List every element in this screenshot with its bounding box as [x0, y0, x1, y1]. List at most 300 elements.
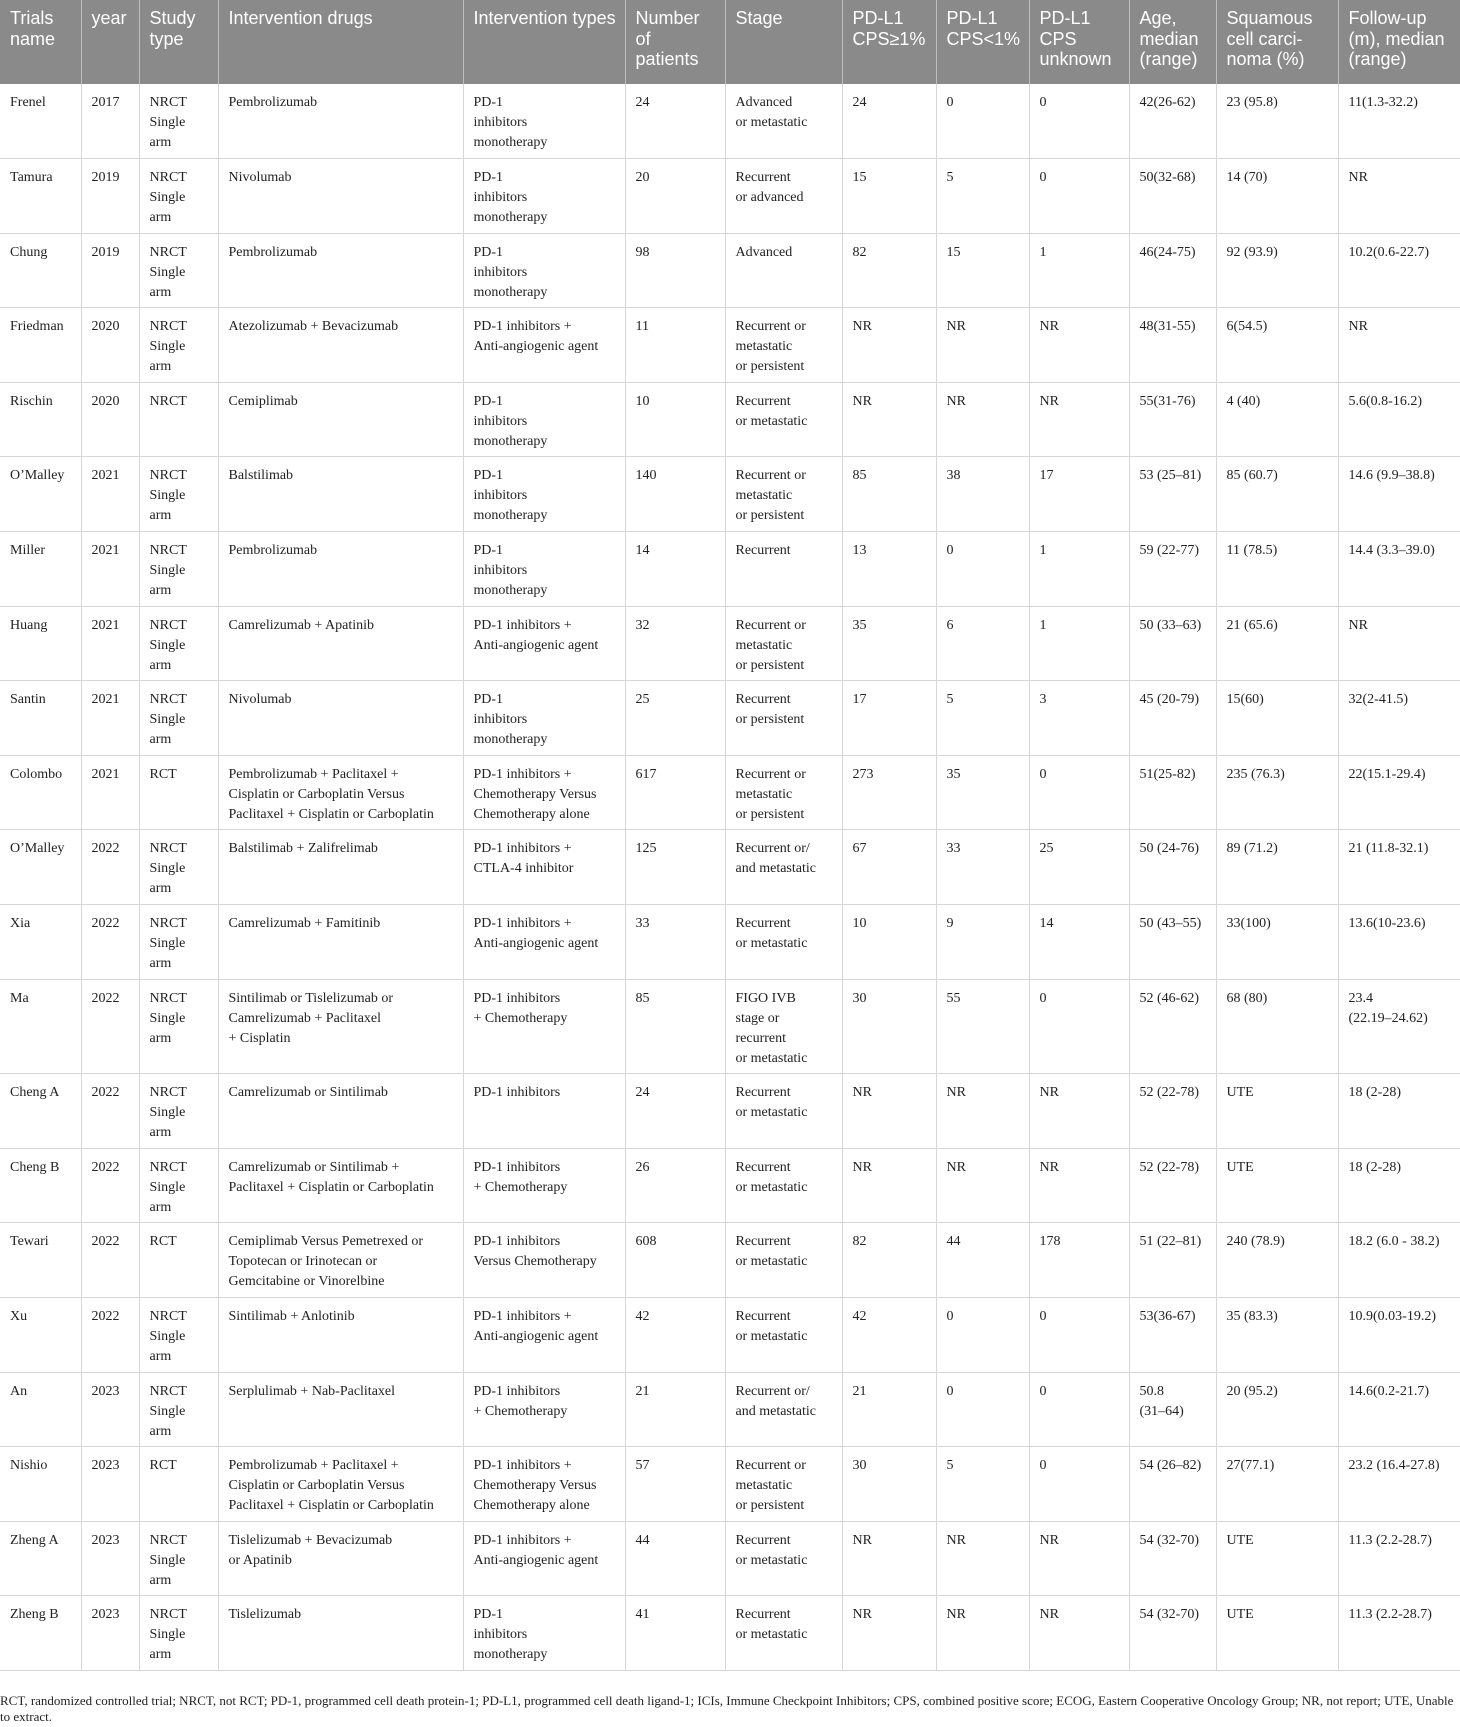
- table-cell: 10: [625, 382, 725, 457]
- table-cell: 14 (70): [1216, 159, 1338, 234]
- table-row: [0, 681, 1460, 756]
- col-squamous: Squamous cell carci-noma (%): [1216, 0, 1338, 84]
- table-cell: 54 (32-70): [1129, 1596, 1216, 1671]
- col-follow-up: Follow-up (m), median (range): [1338, 0, 1460, 84]
- table-cell: 2021: [81, 457, 139, 532]
- table-cell: 617: [625, 755, 725, 830]
- table-cell: 14.6(0.2-21.7): [1338, 1372, 1460, 1447]
- table-cell: Recurrent or metastatic: [725, 1521, 842, 1596]
- table-cell: NRCT Single arm: [139, 159, 218, 234]
- table-cell: 15: [842, 159, 936, 234]
- table-cell: NR: [936, 1074, 1029, 1149]
- table-cell: 11 (78.5): [1216, 532, 1338, 607]
- table-cell: 24: [842, 84, 936, 159]
- table-cell: 1: [1029, 532, 1129, 607]
- table-cell: 2017: [81, 84, 139, 159]
- table-row: [0, 606, 1460, 681]
- table-cell: NR: [1029, 1521, 1129, 1596]
- table-cell: PD-1 inhibitors monotherapy: [463, 233, 625, 308]
- table-cell: Camrelizumab + Apatinib: [218, 606, 463, 681]
- table-cell: 54 (32-70): [1129, 1521, 1216, 1596]
- table-cell: NRCT Single arm: [139, 1521, 218, 1596]
- table-cell: Camrelizumab or Sintilimab + Paclitaxel + Cisplatin or Carboplatin: [218, 1148, 463, 1223]
- table-cell: Frenel: [0, 84, 81, 159]
- table-cell: 55: [936, 979, 1029, 1074]
- table-cell: Atezolizumab + Bevacizumab: [218, 308, 463, 383]
- table-cell: PD-1 inhibitors monotherapy: [463, 457, 625, 532]
- table-cell: Recurrent or metastatic or persistent: [725, 1447, 842, 1522]
- table-cell: 27(77.1): [1216, 1447, 1338, 1522]
- table-cell: 50 (33–63): [1129, 606, 1216, 681]
- table-cell: Rischin: [0, 382, 81, 457]
- table-cell: Camrelizumab or Sintilimab: [218, 1074, 463, 1149]
- table-cell: PD-1 inhibitors + Chemotherapy Versus Chemotherapy alone: [463, 755, 625, 830]
- table-cell: 35: [936, 755, 1029, 830]
- table-cell: PD-1 inhibitors + Chemotherapy: [463, 1372, 625, 1447]
- table-cell: 21: [625, 1372, 725, 1447]
- table-cell: Recurrent or metastatic or persistent: [725, 755, 842, 830]
- table-row: [0, 830, 1460, 905]
- table-cell: NR: [1029, 1148, 1129, 1223]
- table-cell: 35 (83.3): [1216, 1298, 1338, 1373]
- table-cell: 2021: [81, 606, 139, 681]
- table-cell: NRCT Single arm: [139, 1074, 218, 1149]
- table-cell: 10.2(0.6-22.7): [1338, 233, 1460, 308]
- table-cell: NR: [842, 1521, 936, 1596]
- table-row: [0, 1596, 1460, 1671]
- table-cell: 0: [1029, 159, 1129, 234]
- table-cell: 38: [936, 457, 1029, 532]
- table-cell: 30: [842, 1447, 936, 1522]
- table-cell: Tislelizumab: [218, 1596, 463, 1671]
- table-cell: 2022: [81, 1148, 139, 1223]
- table-cell: PD-1 inhibitors: [463, 1074, 625, 1149]
- table-cell: NR: [842, 1074, 936, 1149]
- table-cell: 26: [625, 1148, 725, 1223]
- table-cell: PD-1 inhibitors + Chemotherapy: [463, 1148, 625, 1223]
- table-cell: 22(15.1-29.4): [1338, 755, 1460, 830]
- col-pdl1-cps-lt1: PD-L1 CPS<1%: [936, 0, 1029, 84]
- table-row: [0, 1223, 1460, 1298]
- table-cell: 51(25-82): [1129, 755, 1216, 830]
- table-cell: NR: [1338, 308, 1460, 383]
- table-cell: Cemiplimab: [218, 382, 463, 457]
- table-cell: 51 (22–81): [1129, 1223, 1216, 1298]
- table-cell: 0: [936, 1298, 1029, 1373]
- table-cell: 14: [1029, 905, 1129, 980]
- table-cell: 178: [1029, 1223, 1129, 1298]
- table-cell: Pembrolizumab: [218, 84, 463, 159]
- table-cell: 0: [1029, 1298, 1129, 1373]
- table-cell: 85: [625, 979, 725, 1074]
- table-row: [0, 532, 1460, 607]
- table-cell: FIGO IVB stage or recurrent or metastatic: [725, 979, 842, 1074]
- table-cell: 2021: [81, 532, 139, 607]
- table-row: [0, 1372, 1460, 1447]
- table-row: [0, 457, 1460, 532]
- table-cell: 57: [625, 1447, 725, 1522]
- table-cell: PD-1 inhibitors + Anti-angiogenic agent: [463, 1298, 625, 1373]
- table-cell: Tewari: [0, 1223, 81, 1298]
- table-cell: Miller: [0, 532, 81, 607]
- table-cell: 41: [625, 1596, 725, 1671]
- table-cell: 32: [625, 606, 725, 681]
- table-cell: 53 (25–81): [1129, 457, 1216, 532]
- table-cell: Recurrent or metastatic or persistent: [725, 457, 842, 532]
- table-cell: 45 (20-79): [1129, 681, 1216, 756]
- table-cell: PD-1 inhibitors monotherapy: [463, 681, 625, 756]
- table-cell: 14: [625, 532, 725, 607]
- table-cell: 3: [1029, 681, 1129, 756]
- table-cell: 68 (80): [1216, 979, 1338, 1074]
- table-cell: Recurrent: [725, 532, 842, 607]
- table-cell: Recurrent or metastatic: [725, 1298, 842, 1373]
- table-cell: NR: [842, 1148, 936, 1223]
- table-cell: O’Malley: [0, 830, 81, 905]
- table-cell: 0: [1029, 1372, 1129, 1447]
- table-cell: NRCT Single arm: [139, 532, 218, 607]
- table-cell: Balstilimab: [218, 457, 463, 532]
- table-cell: 2022: [81, 1298, 139, 1373]
- col-intervention-types: Intervention types: [463, 0, 625, 84]
- table-cell: 35: [842, 606, 936, 681]
- table-cell: UTE: [1216, 1074, 1338, 1149]
- table-cell: NRCT Single arm: [139, 830, 218, 905]
- table-cell: NR: [842, 1596, 936, 1671]
- table-cell: 89 (71.2): [1216, 830, 1338, 905]
- table-row: [0, 84, 1460, 159]
- table-cell: 608: [625, 1223, 725, 1298]
- table-cell: 2021: [81, 755, 139, 830]
- table-cell: Recurrent or metastatic: [725, 905, 842, 980]
- table-cell: 67: [842, 830, 936, 905]
- col-trials-name: Trials name: [0, 0, 81, 84]
- table-cell: 0: [1029, 979, 1129, 1074]
- table-cell: Pembrolizumab + Paclitaxel + Cisplatin or Carboplatin Versus Paclitaxel + Cisplatin or Carboplatin: [218, 1447, 463, 1522]
- table-cell: 46(24-75): [1129, 233, 1216, 308]
- col-stage: Stage: [725, 0, 842, 84]
- table-cell: 1: [1029, 233, 1129, 308]
- table-cell: NRCT Single arm: [139, 905, 218, 980]
- table-cell: PD-1 inhibitors Versus Chemotherapy: [463, 1223, 625, 1298]
- table-cell: Cheng A: [0, 1074, 81, 1149]
- col-study-type: Study type: [139, 0, 218, 84]
- table-footnote: RCT, randomized controlled trial; NRCT, not RCT; PD-1, programmed cell death protein-1; PD-L1, programmed cell death ligand-1; ICIs, Immune Checkpoint Inhibitors; CPS, combined positive score; ECOG, Eastern Cooperative Oncology Group; NR, not report; UTE, Unable to extract.: [0, 1693, 1454, 1724]
- table-cell: NR: [936, 382, 1029, 457]
- table-cell: Pembrolizumab + Paclitaxel + Cisplatin or Carboplatin Versus Paclitaxel + Cisplatin or Carboplatin: [218, 755, 463, 830]
- table-cell: PD-1 inhibitors + Anti-angiogenic agent: [463, 308, 625, 383]
- table-cell: PD-1 inhibitors + Anti-angiogenic agent: [463, 606, 625, 681]
- table-cell: 18.2 (6.0 - 38.2): [1338, 1223, 1460, 1298]
- table-cell: 25: [1029, 830, 1129, 905]
- table-cell: NRCT Single arm: [139, 1148, 218, 1223]
- table-cell: NRCT Single arm: [139, 457, 218, 532]
- table-cell: 2020: [81, 382, 139, 457]
- table-cell: Advanced or metastatic: [725, 84, 842, 159]
- table-cell: 0: [936, 532, 1029, 607]
- table-cell: PD-1 inhibitors monotherapy: [463, 159, 625, 234]
- table-cell: 273: [842, 755, 936, 830]
- table-cell: RCT: [139, 1447, 218, 1522]
- table-cell: 2019: [81, 233, 139, 308]
- table-cell: 2023: [81, 1372, 139, 1447]
- table-cell: Xia: [0, 905, 81, 980]
- table-cell: NR: [1029, 382, 1129, 457]
- table-cell: 0: [936, 84, 1029, 159]
- table-cell: 50(32-68): [1129, 159, 1216, 234]
- table-cell: Tamura: [0, 159, 81, 234]
- table-cell: 2020: [81, 308, 139, 383]
- table-cell: PD-1 inhibitors + Chemotherapy Versus Chemotherapy alone: [463, 1447, 625, 1522]
- header-row: [0, 0, 1460, 84]
- table-cell: 2022: [81, 1074, 139, 1149]
- table-cell: RCT: [139, 1223, 218, 1298]
- table-cell: Nishio: [0, 1447, 81, 1522]
- table-cell: NRCT Single arm: [139, 1372, 218, 1447]
- table-cell: Recurrent or metastatic: [725, 1148, 842, 1223]
- table-cell: 14.4 (3.3–39.0): [1338, 532, 1460, 607]
- table-cell: Zheng B: [0, 1596, 81, 1671]
- table-cell: 2022: [81, 905, 139, 980]
- table-cell: 82: [842, 1223, 936, 1298]
- table-body: [0, 84, 1460, 1670]
- table-cell: 53(36-67): [1129, 1298, 1216, 1373]
- table-cell: NRCT Single arm: [139, 1596, 218, 1671]
- table-cell: NR: [936, 308, 1029, 383]
- table-cell: NR: [936, 1148, 1029, 1223]
- table-cell: PD-1 inhibitors + Anti-angiogenic agent: [463, 1521, 625, 1596]
- table-cell: 17: [1029, 457, 1129, 532]
- table-cell: 48(31-55): [1129, 308, 1216, 383]
- table-cell: 85 (60.7): [1216, 457, 1338, 532]
- table-cell: NRCT: [139, 382, 218, 457]
- table-cell: PD-1 inhibitors + CTLA-4 inhibitor: [463, 830, 625, 905]
- table-cell: Recurrent or metastatic or persistent: [725, 308, 842, 383]
- table-cell: NR: [936, 1521, 1029, 1596]
- table-cell: NR: [936, 1596, 1029, 1671]
- table-cell: 44: [936, 1223, 1029, 1298]
- table-cell: NR: [1029, 1074, 1129, 1149]
- table-cell: 0: [936, 1372, 1029, 1447]
- table-cell: UTE: [1216, 1521, 1338, 1596]
- table-cell: Balstilimab + Zalifrelimab: [218, 830, 463, 905]
- table-cell: 18 (2-28): [1338, 1148, 1460, 1223]
- table-cell: 13.6(10-23.6): [1338, 905, 1460, 980]
- table-cell: 98: [625, 233, 725, 308]
- table-cell: Serplulimab + Nab-Paclitaxel: [218, 1372, 463, 1447]
- table-row: [0, 159, 1460, 234]
- table-cell: 13: [842, 532, 936, 607]
- col-year: year: [81, 0, 139, 84]
- table-cell: 44: [625, 1521, 725, 1596]
- table-cell: Ma: [0, 979, 81, 1074]
- table-cell: Advanced: [725, 233, 842, 308]
- table-cell: 59 (22-77): [1129, 532, 1216, 607]
- table-cell: 52 (22-78): [1129, 1074, 1216, 1149]
- table-cell: RCT: [139, 755, 218, 830]
- table-cell: Cemiplimab Versus Pemetrexed or Topotecan or Irinotecan or Gemcitabine or Vinorelbine: [218, 1223, 463, 1298]
- table-cell: NR: [1338, 606, 1460, 681]
- table-cell: Cheng B: [0, 1148, 81, 1223]
- table-cell: 2021: [81, 681, 139, 756]
- table-cell: Santin: [0, 681, 81, 756]
- table-row: [0, 308, 1460, 383]
- table-cell: Nivolumab: [218, 159, 463, 234]
- table-cell: Recurrent or metastatic or persistent: [725, 606, 842, 681]
- table-cell: 11(1.3-32.2): [1338, 84, 1460, 159]
- table-cell: 33: [625, 905, 725, 980]
- table-cell: PD-1 inhibitors monotherapy: [463, 382, 625, 457]
- table-cell: 42: [625, 1298, 725, 1373]
- table-cell: 18 (2-28): [1338, 1074, 1460, 1149]
- table-cell: NRCT Single arm: [139, 1298, 218, 1373]
- table-cell: 5: [936, 681, 1029, 756]
- table-cell: 42(26-62): [1129, 84, 1216, 159]
- table-cell: 0: [1029, 755, 1129, 830]
- table-row: [0, 905, 1460, 980]
- table-cell: 5: [936, 159, 1029, 234]
- table-row: [0, 233, 1460, 308]
- table-cell: Sintilimab + Anlotinib: [218, 1298, 463, 1373]
- col-number-of-patients: Number of patients: [625, 0, 725, 84]
- table-cell: 2022: [81, 979, 139, 1074]
- table-cell: 2023: [81, 1596, 139, 1671]
- table-cell: 30: [842, 979, 936, 1074]
- table-cell: An: [0, 1372, 81, 1447]
- table-cell: 17: [842, 681, 936, 756]
- table-cell: Recurrent or metastatic: [725, 1074, 842, 1149]
- table-cell: 1: [1029, 606, 1129, 681]
- table-cell: 2023: [81, 1521, 139, 1596]
- table-cell: 140: [625, 457, 725, 532]
- table-cell: 54 (26–82): [1129, 1447, 1216, 1522]
- col-age: Age, median (range): [1129, 0, 1216, 84]
- table-cell: Colombo: [0, 755, 81, 830]
- table-cell: Friedman: [0, 308, 81, 383]
- table-cell: UTE: [1216, 1148, 1338, 1223]
- table-row: [0, 979, 1460, 1074]
- table-cell: 2022: [81, 1223, 139, 1298]
- table-cell: NRCT Single arm: [139, 233, 218, 308]
- table-row: [0, 1148, 1460, 1223]
- table-cell: Nivolumab: [218, 681, 463, 756]
- table-cell: NR: [1338, 159, 1460, 234]
- table-cell: 23 (95.8): [1216, 84, 1338, 159]
- table-cell: 50 (24-76): [1129, 830, 1216, 905]
- table-cell: 21 (11.8-32.1): [1338, 830, 1460, 905]
- table-cell: 11.3 (2.2-28.7): [1338, 1521, 1460, 1596]
- table-cell: 55(31-76): [1129, 382, 1216, 457]
- table-row: [0, 755, 1460, 830]
- table-cell: 10: [842, 905, 936, 980]
- table-cell: Zheng A: [0, 1521, 81, 1596]
- table-cell: 42: [842, 1298, 936, 1373]
- table-cell: 15(60): [1216, 681, 1338, 756]
- table-cell: 0: [1029, 84, 1129, 159]
- table-cell: Huang: [0, 606, 81, 681]
- table-cell: 92 (93.9): [1216, 233, 1338, 308]
- table-cell: 10.9(0.03-19.2): [1338, 1298, 1460, 1373]
- table-cell: 33: [936, 830, 1029, 905]
- table-row: [0, 382, 1460, 457]
- table-cell: Xu: [0, 1298, 81, 1373]
- table-cell: 125: [625, 830, 725, 905]
- table-cell: 235 (76.3): [1216, 755, 1338, 830]
- table-row: [0, 1521, 1460, 1596]
- table-cell: 23.2 (16.4-27.8): [1338, 1447, 1460, 1522]
- table-cell: 240 (78.9): [1216, 1223, 1338, 1298]
- table-cell: 82: [842, 233, 936, 308]
- table-cell: Recurrent or metastatic: [725, 382, 842, 457]
- table-cell: 14.6 (9.9–38.8): [1338, 457, 1460, 532]
- table-cell: 25: [625, 681, 725, 756]
- table-cell: Recurrent or/ and metastatic: [725, 830, 842, 905]
- table-cell: UTE: [1216, 1596, 1338, 1671]
- table-cell: 15: [936, 233, 1029, 308]
- table-cell: NRCT Single arm: [139, 84, 218, 159]
- col-intervention-drugs: Intervention drugs: [218, 0, 463, 84]
- table-cell: 2022: [81, 830, 139, 905]
- table-cell: Recurrent or metastatic: [725, 1223, 842, 1298]
- table-cell: NRCT Single arm: [139, 606, 218, 681]
- table-cell: 24: [625, 1074, 725, 1149]
- table-cell: 2023: [81, 1447, 139, 1522]
- table-cell: PD-1 inhibitors monotherapy: [463, 1596, 625, 1671]
- table-cell: O’Malley: [0, 457, 81, 532]
- table-cell: Recurrent or advanced: [725, 159, 842, 234]
- table-cell: PD-1 inhibitors + Anti-angiogenic agent: [463, 905, 625, 980]
- table-cell: NRCT Single arm: [139, 979, 218, 1074]
- table-cell: Recurrent or persistent: [725, 681, 842, 756]
- table-cell: 32(2-41.5): [1338, 681, 1460, 756]
- table-cell: PD-1 inhibitors + Chemotherapy: [463, 979, 625, 1074]
- table-cell: 11.3 (2.2-28.7): [1338, 1596, 1460, 1671]
- table-cell: 23.4 (22.19–24.62): [1338, 979, 1460, 1074]
- table-cell: Recurrent or metastatic: [725, 1596, 842, 1671]
- table-cell: Chung: [0, 233, 81, 308]
- table-cell: 52 (46-62): [1129, 979, 1216, 1074]
- table-cell: 5.6(0.8-16.2): [1338, 382, 1460, 457]
- table-cell: Camrelizumab + Famitinib: [218, 905, 463, 980]
- table-row: [0, 1298, 1460, 1373]
- table-cell: Sintilimab or Tislelizumab or Camrelizumab + Paclitaxel + Cisplatin: [218, 979, 463, 1074]
- table-row: [0, 1447, 1460, 1522]
- table-cell: 24: [625, 84, 725, 159]
- table-cell: 85: [842, 457, 936, 532]
- table-cell: PD-1 inhibitors monotherapy: [463, 532, 625, 607]
- table-cell: 6: [936, 606, 1029, 681]
- table-cell: NR: [1029, 308, 1129, 383]
- table-cell: 50 (43–55): [1129, 905, 1216, 980]
- table-cell: NR: [1029, 1596, 1129, 1671]
- table-cell: 21 (65.6): [1216, 606, 1338, 681]
- table-row: [0, 1074, 1460, 1149]
- table-cell: 6(54.5): [1216, 308, 1338, 383]
- table-cell: 33(100): [1216, 905, 1338, 980]
- table-cell: NR: [842, 308, 936, 383]
- table-cell: 20 (95.2): [1216, 1372, 1338, 1447]
- table-cell: 52 (22-78): [1129, 1148, 1216, 1223]
- table-cell: NR: [842, 382, 936, 457]
- table-cell: 21: [842, 1372, 936, 1447]
- table-cell: Recurrent or/ and metastatic: [725, 1372, 842, 1447]
- table-cell: 2019: [81, 159, 139, 234]
- table-cell: 5: [936, 1447, 1029, 1522]
- table-cell: Pembrolizumab: [218, 532, 463, 607]
- table-cell: PD-1 inhibitors monotherapy: [463, 84, 625, 159]
- table-cell: 0: [1029, 1447, 1129, 1522]
- table-cell: NRCT Single arm: [139, 681, 218, 756]
